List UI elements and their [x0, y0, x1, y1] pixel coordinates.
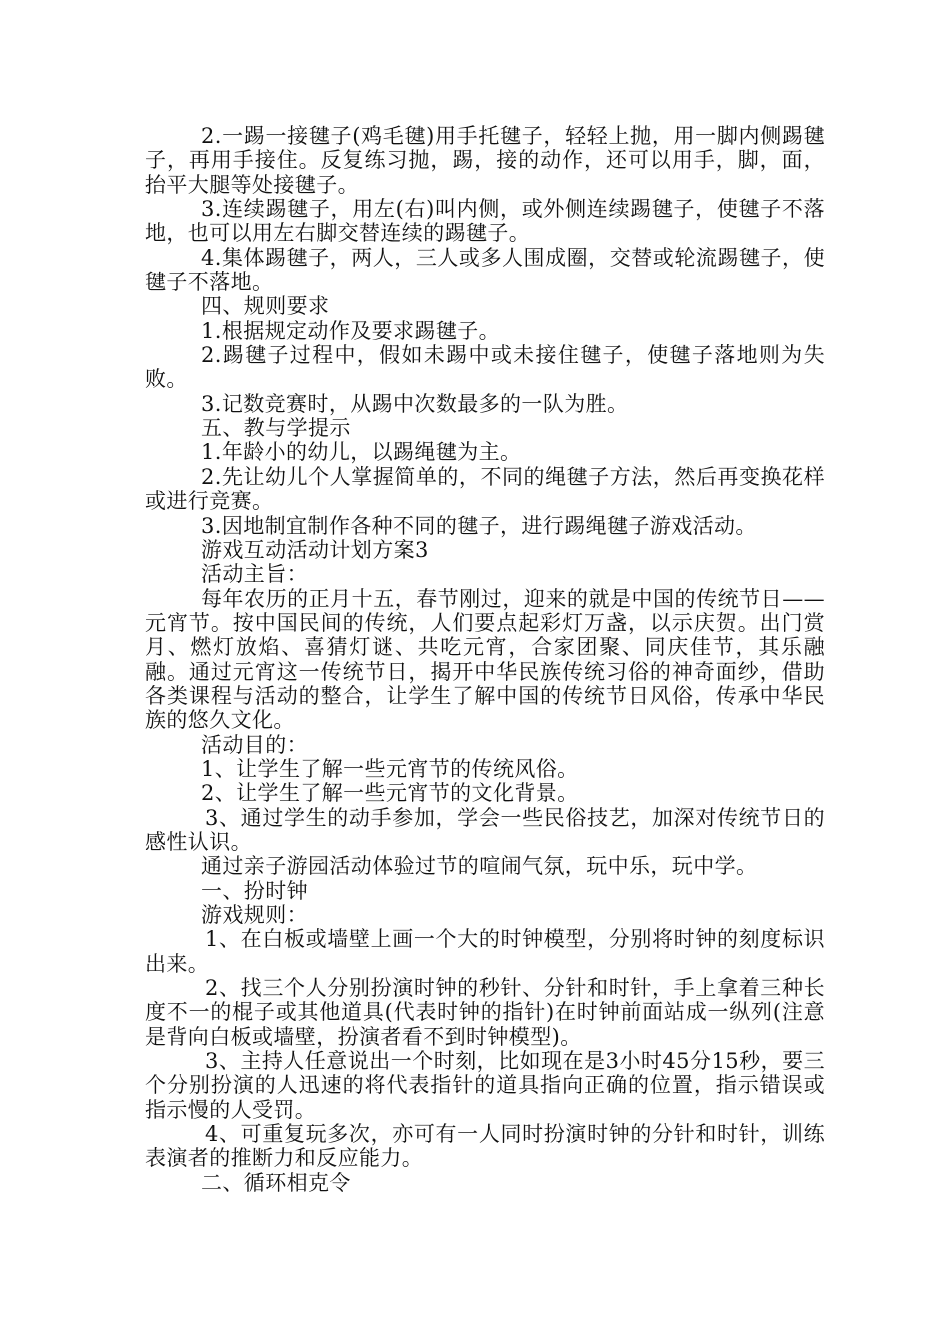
paragraph: 通过亲子游园活动体验过节的喧闹气氛，玩中乐，玩中学。 [201, 854, 758, 879]
paragraph: 2、让学生了解一些元宵节的文化背景。 [201, 781, 579, 806]
paragraph: 2.一踢一接毽子(鸡毛毽)用手托毽子，轻轻上抛，用一脚内侧踢毽子，再用手接住。反复练习抛，踢，接的动作，还可以用手，脚，面，抬平大腿等处接毽子。 [145, 124, 825, 197]
section-heading: 四、规则要求 [201, 294, 330, 319]
section-heading: 二、循环相克令 [201, 1170, 351, 1195]
document-page [145, 124, 825, 1195]
paragraph: 3.因地制宜制作各种不同的毽子，进行踢绳毽子游戏活动。 [201, 513, 757, 538]
paragraph: 3.连续踢毽子，用左(右)叫内侧，或外侧连续踢毽子，使毽子不落地，也可以用左右脚交替连续的踢毽子。 [145, 197, 825, 246]
section-heading: 五、教与学提示 [201, 416, 351, 441]
paragraph: 1.根据规定动作及要求踢毽子。 [201, 318, 501, 343]
paragraph: 2.踢毽子过程中，假如未踢中或未接住毽子，使毽子落地则为失败。 [145, 343, 825, 392]
paragraph: 1、让学生了解一些元宵节的传统风俗。 [201, 756, 579, 781]
plan-title: 游戏互动活动计划方案3 [201, 537, 429, 562]
paragraph: 3、主持人任意说出一个时刻，比如现在是3小时45分15秒，要三个分别扮演的人迅速的将代表指针的道具指向正确的位置，指示错误或指示慢的人受罚。 [145, 1049, 825, 1122]
paragraph: 4、可重复玩多次，亦可有一人同时扮演时钟的分针和时针，训练表演者的推断力和反应能力。 [145, 1122, 825, 1171]
paragraph: 1.年龄小的幼儿，以踢绳毽为主。 [201, 440, 522, 465]
paragraph: 3、通过学生的动手参加，学会一些民俗技艺，加深对传统节日的感性认识。 [145, 805, 825, 854]
section-heading: 一、扮时钟 [201, 878, 308, 903]
paragraph: 每年农历的正月十五，春节刚过，迎来的就是中国的传统节日——元宵节。按中国民间的传统，人们要点起彩灯万盏，以示庆贺。出门赏月、燃灯放焰、喜猜灯谜、共吃元宵，合家团聚、同庆佳节，其乐融融。通过元宵这一传统节日，揭开中华民族传统习俗的神奇面纱，借助各类课程与活动的整合，让学生了解中国的传统节日风俗，传承中华民族的悠久文化。 [145, 586, 825, 733]
subheading: 活动主旨： [201, 562, 308, 587]
paragraph: 1、在白板或墙壁上画一个大的时钟模型，分别将时钟的刻度标识出来。 [145, 927, 825, 976]
subheading: 游戏规则： [201, 903, 308, 927]
paragraph: 2、找三个人分别扮演时钟的秒针、分针和时针，手上拿着三种长度不一的棍子或其他道具(代表时钟的指针)在时钟前面站成一纵列(注意是背向白板或墙壁，扮演者看不到时钟模型)。 [145, 976, 825, 1049]
paragraph: 2.先让幼儿个人掌握简单的，不同的绳毽子方法，然后再变换花样或进行竞赛。 [145, 464, 825, 514]
paragraph: 4.集体踢毽子，两人，三人或多人围成圈，交替或轮流踢毽子，使毽子不落地。 [145, 245, 825, 295]
paragraph: 3.记数竞赛时，从踢中次数最多的一队为胜。 [201, 391, 629, 416]
subheading: 活动目的： [201, 732, 308, 757]
